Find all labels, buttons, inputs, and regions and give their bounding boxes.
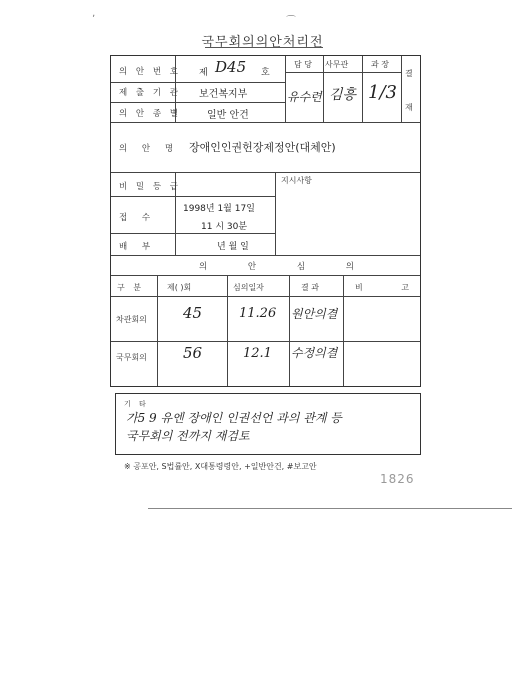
receipt-time: 11 시 30분 bbox=[201, 222, 248, 232]
review-row-session: 45 bbox=[183, 304, 203, 322]
agenda-title-label: 의 안 명 bbox=[119, 144, 180, 154]
agenda-processing-form bbox=[110, 55, 427, 387]
approval-header-director: 과 장 bbox=[371, 60, 389, 69]
receipt-label: 접 수 bbox=[119, 213, 157, 223]
review-row-category: 차관회의 bbox=[116, 315, 147, 324]
approval-header-staff: 담 당 bbox=[294, 60, 312, 69]
approval-header-officer: 사무관 bbox=[325, 60, 349, 69]
footnote: ※ 공포안, S법률안, X대통령령안, +일반안건, #보고안 bbox=[124, 462, 317, 471]
receipt-date: 1998년 1월 17일 bbox=[183, 204, 255, 214]
remarks-line-2: 국무회의 전까지 재검토 bbox=[126, 429, 250, 443]
page-number: 1826 bbox=[380, 472, 415, 486]
review-col-divider bbox=[289, 275, 290, 386]
approval-divider bbox=[401, 56, 402, 122]
remarks-line-1: 가5 9 유엔 장애인 인권선언 과의 관계 등 bbox=[126, 411, 342, 425]
agenda-number-value: D45 bbox=[215, 58, 247, 76]
approval-header-divider bbox=[285, 72, 401, 73]
document-title: 국무회의의안처리전 bbox=[201, 35, 324, 50]
instructions-divider bbox=[275, 172, 276, 255]
submitting-agency-label: 제 출 기 관 bbox=[119, 88, 181, 98]
distribution-value: 년 월 일 bbox=[217, 242, 249, 252]
row-divider bbox=[111, 255, 420, 256]
agenda-number-prefix: 제 bbox=[199, 68, 208, 78]
review-row-session: 56 bbox=[183, 344, 203, 362]
remarks-box bbox=[115, 393, 421, 455]
approval-signature-director: 1/3 bbox=[368, 82, 397, 103]
approval-signature-officer: 김흥 bbox=[329, 87, 357, 103]
submitting-agency-value: 보건복지부 bbox=[199, 89, 248, 100]
review-col-divider bbox=[227, 275, 228, 386]
approval-side-label: 결 bbox=[405, 69, 413, 78]
row-divider bbox=[111, 233, 275, 234]
agenda-title-value: 장애인인권헌장제정안(대체안) bbox=[189, 141, 336, 154]
bottom-rule bbox=[148, 508, 512, 509]
instructions-label: 지시사항 bbox=[281, 176, 312, 185]
row-divider bbox=[111, 102, 285, 103]
approval-side-label: 재 bbox=[405, 103, 413, 112]
review-col-divider bbox=[343, 275, 344, 386]
review-row-result: 수정의결 bbox=[291, 346, 338, 360]
approval-signature-staff: 유수련 bbox=[287, 90, 322, 104]
remarks-label: 기 타 bbox=[124, 400, 149, 408]
review-header-result: 결 과 bbox=[301, 283, 319, 292]
review-header-date: 심의일자 bbox=[233, 283, 264, 292]
corner-mark: ʼ bbox=[92, 14, 96, 25]
agenda-type-label: 의 안 종 별 bbox=[119, 109, 181, 119]
approval-divider bbox=[362, 56, 363, 122]
security-grade-label: 비 밀 등 급 bbox=[119, 182, 181, 192]
review-header-session: 제( )회 bbox=[167, 283, 192, 292]
review-col-divider bbox=[157, 275, 158, 386]
row-divider bbox=[111, 172, 420, 173]
review-row-date: 11.26 bbox=[239, 306, 277, 321]
review-section-title: 의 안 심 의 bbox=[199, 262, 362, 272]
agenda-number-label: 의 안 번 호 bbox=[119, 67, 181, 77]
review-row-category: 국무회의 bbox=[116, 353, 147, 362]
review-row-date: 12.1 bbox=[243, 346, 272, 361]
row-divider bbox=[111, 122, 420, 123]
approval-divider bbox=[323, 56, 324, 122]
top-mark: ⌒ bbox=[286, 16, 296, 27]
row-divider bbox=[111, 82, 285, 83]
distribution-label: 배 부 bbox=[119, 242, 157, 252]
agenda-type-value: 일반 안건 bbox=[207, 110, 249, 121]
review-header-note: 비 고 bbox=[355, 283, 427, 292]
approval-divider bbox=[285, 56, 286, 122]
review-header-category: 구 분 bbox=[117, 283, 144, 292]
row-divider bbox=[111, 196, 275, 197]
agenda-number-suffix: 호 bbox=[261, 68, 270, 78]
title-underline bbox=[205, 47, 323, 48]
review-row-result: 원안의결 bbox=[291, 307, 338, 321]
